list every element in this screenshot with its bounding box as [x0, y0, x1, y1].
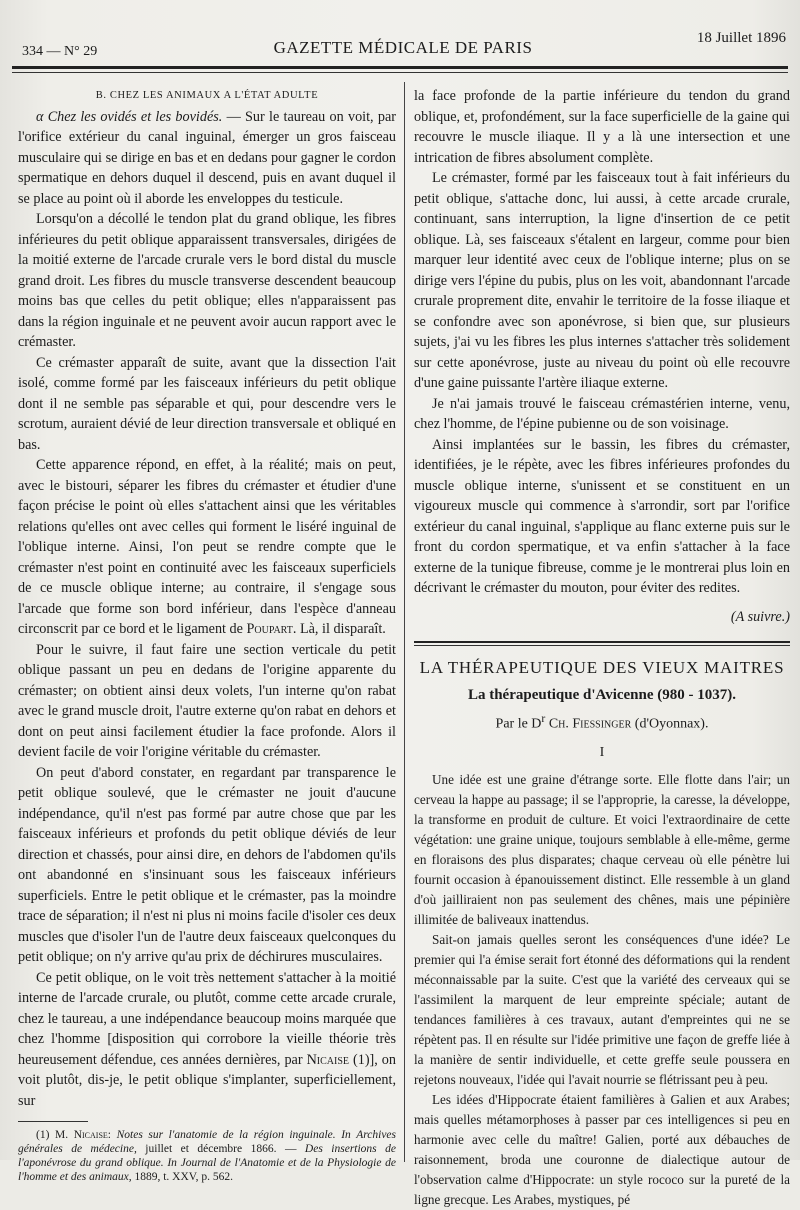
header-rule	[12, 66, 788, 69]
author-place: (d'Oyonnax).	[631, 716, 709, 732]
paragraph: Le crémaster, formé par les faisceaux tout à fait inférieurs du petit oblique, s'attache donc, lui aussi, à cette arcade crurale, continuant, sans interruption, la ligne d'insertion de ce petit oblique. Là, ses faisceaux s'étalent en largeur, comme pour bien marquer leur identité avec ceux de l'oblique interne; plus on se dirige vers l'épine du pubis, plus on les voit, abandonnant l'arcade crurale proprement dite, envahir le territoire de la fosse iliaque et se confondre avec son aponévrose, si bien que, sur plusieurs sujets, j'ai vu les fibres les plus internes s'attacher très solidement sur cette aponévrose, juste au niveau du point où elle recouvre d'une gaine puissante l'artère iliaque externe.	[414, 170, 790, 391]
author-prefix-sup: r	[541, 712, 546, 725]
paragraph-text: Ce petit oblique, on le voit très nettement s'attacher à la moitié interne de l'arcade crurale, ou plutôt, comme cette arcade crurale, chez le taureau, a une indépendance beaucoup moins marquée que chez l'homme [disposition qui corrobore la vieille théorie très heureusement défendue, ces années dernières, par	[18, 969, 396, 1068]
article-author	[414, 709, 790, 735]
paragraph: Une idée est une graine d'étrange sorte. Elle flotte dans l'air; un cerveau la happe au passage; il se l'approprie, la caresse, la développe, la transforme en produit de culture. Et voici l'extraordinaire de cette végétation: une graine unique, toujours semblable à elle-même, germe en floraisons des plus disparates; chaque cerveau où elle pénètre lui fournit occasion à épanouissement distinct. Elle ressemble à un gland d'où jailliraient non pas seulement des chênes, mais une pépinière illimitée de baliveaux inattendus.	[414, 771, 790, 927]
footnote-rule	[18, 1121, 88, 1122]
article-separator	[414, 641, 790, 643]
author-name: Nicaise	[306, 1051, 350, 1068]
paragraph: Ainsi implantées sur le bassin, les fibres du crémaster, identifiées, je le répète, avec les fibres inférieures profondes du muscle oblique interne, s'unissent et se constituent en un vigoureux muscle qui commence à s'arrondir, sort par l'orifice extérieur du canal inguinal, s'applique au flanc externe puis sur le front du cordon spermatique, et va enfin s'attacher à la face externe de la tunique fibreuse, comme je le montrerai plus loin en décrivant le crémaster du mouton, pour éviter des redites.	[414, 436, 790, 596]
section-number: I	[599, 745, 605, 761]
author-name: Ch. Fiessinger	[545, 716, 632, 732]
continued-note: (A suivre.)	[730, 608, 790, 625]
footnote	[18, 1128, 396, 1184]
paragraph: Ce crémaster apparaît de suite, avant que la dissection l'ait isolé, comme formé par les faisceaux inférieurs du petit oblique dont il ne semble pas séparable et qui, pour descendre vers le scrotum, auraient dévié de leur direction transversale et obliqué en bas.	[18, 354, 396, 453]
page-number: 334 — N° 29	[22, 44, 98, 59]
article-body	[414, 770, 790, 1210]
left-column	[18, 86, 396, 1184]
paragraph: la face profonde de la partie inférieure du tendon du grand oblique, et, profondément, sur la face superficielle de la gaine qui recouvre le muscle iliaque. Il y a là une intersection et une intrication de fibres absolument complète.	[414, 88, 790, 166]
paragraph: Lorsqu'on a décollé le tendon plat du grand oblique, les fibres inférieures du petit oblique apparaissent transversales, dirigées de la moitié externe de l'arcade crurale vers le bord distal du muscle grand droit. Les fibres du muscle transverse descendent beaucoup moins bas que celles du petit oblique; elles n'apparaissent pas dans la région inguinale et ne peuvent avoir aucun rapport avec le crémaster.	[18, 211, 396, 350]
paragraph	[18, 455, 396, 640]
paragraph	[18, 107, 396, 210]
right-column	[414, 86, 790, 1210]
paragraph: On peut d'abord constater, en regardant par transparence le petit oblique soulevé, que le crémaster ne jouit d'aucune indépendance, qu'il n'est pas formé par autre chose que par les faisceaux inférieurs et profonds du petit oblique déviés de leur direction et chassés, pour ainsi dire, en dehors de l'abdomen qu'ils ont abandonné en s'insinuant sous les faisceaux inférieurs superficiels. Entre le petit oblique et le crémaster, pas la moindre trace de séparation; il n'est ni plus ni moins facile d'isoler ces deux muscles que d'isoler l'un de l'autre deux faisceaux quelconques du petit oblique; on n'y arrive qu'au prix de déchirures musculaires.	[18, 764, 396, 965]
author-name: Nicaise	[73, 1129, 108, 1141]
paragraph: Pour le suivre, il faut faire une section verticale du petit oblique passant un peu en dedans de l'origine apparente du crémaster; on obtient ainsi deux volets, l'un interne qu'on rabat avec le grand muscle droit, l'autre externe qu'on rabat en dehors et dont on peut ainsi facilement étudier la face profonde. Alors il devient facile de voir l'origine véritable du crémaster.	[18, 641, 396, 760]
footnote-citation: Notes sur l'anatomie de la région inguinale. In Archives générales de médecine,	[18, 1129, 396, 1155]
paragraph-text: Cette apparence répond, en effet, à la réalité; mais on peut, avec le bistouri, séparer les fibres du crémaster et étudier d'une façon précise le point où elles s'attachent ainsi que les véritables relations qu'elles ont avec celles qui forment le liséré inguinal de l'oblique interne. Ainsi, l'on peut se rendre compte que le crémaster n'est point en continuité avec les faisceaux superficiels de ce muscle oblique interne; au contraire, il s'engage sous l'arcade que forme son bord inférieur, dans l'espèce d'anneau circonscrit par ce bord et le ligament de	[18, 457, 396, 637]
paragraph-text: (1)], on voit plutôt, dis-je, le petit oblique s'implanter, superficiellement, sur	[18, 1051, 396, 1109]
footnote-text: (1) M.	[36, 1129, 74, 1141]
article-separator-thin	[414, 645, 790, 646]
paragraph-lead: α Chez les ovidés et les bovidés.	[36, 108, 223, 125]
article-subtitle: La thérapeutique d'Avicenne (980 - 1037).	[467, 686, 737, 703]
paragraph	[18, 968, 396, 1112]
footnote-citation: Des insertions de l'aponévrose du grand oblique. In Journal de l'Anatomie et de la Physiologie de l'homme et des animaux,	[18, 1143, 396, 1183]
paragraph: Je n'ai jamais trouvé le faisceau crémastérien interne, venu, chez l'homme, de l'épine pubienne ou de son voisinage.	[414, 395, 790, 432]
footnote-text: 1889, t. XXV, p. 562.	[131, 1171, 233, 1183]
paragraph: Sait-on jamais quelles seront les conséquences d'une idée? Le premier qui l'a émise serait fort étonné des déformations qui la rendent méconnaissable par la suite. C'est que la variété des cerveaux qui se l'assimilent la marquent de leur empreinte spéciale; autant de tendances familières à ces travaux, autant d'empreintes qui ne se répètent pas. Il en résulte sur l'idée primitive une façon de greffe liée à la manière de sentir individuelle, et cette greffe seule poussera en rejetons nouveaux, l'idée qui l'avait nourrie se flétrissant peu à peu.	[414, 931, 790, 1087]
footnote-text: :	[107, 1129, 117, 1141]
column-divider	[404, 82, 405, 1162]
paragraph-text: . Là, il disparaît.	[292, 621, 386, 637]
page-header	[20, 20, 786, 60]
author-prefix: Par le D	[495, 716, 542, 732]
issue-date: 18 Juillet 1896	[696, 30, 786, 46]
journal-title: GAZETTE MÉDICALE DE PARIS	[273, 38, 533, 57]
header-rule-thin	[12, 72, 788, 73]
section-heading: B. CHEZ LES ANIMAUX A L'ÉTAT ADULTE	[95, 90, 319, 101]
paragraph-text: — Sur le taureau on voit, par l'orifice extérieur du canal inguinal, émerger un gros faisceau musculaire qui se dirige en bas et en dedans pour gagner le cordon spermatique en dehors duquel il descend, puis en avant duquel il se place au point où il aborde les enveloppes du testicule.	[18, 108, 396, 207]
footnote-text: juillet et décembre 1866. —	[136, 1143, 305, 1155]
author-name: Poupart	[246, 621, 293, 637]
article-title: LA THÉRAPEUTIQUE DES VIEUX MAITRES	[419, 658, 785, 677]
paragraph: Les idées d'Hippocrate étaient familières à Galien et aux Arabes; mais quelles métamorphoses à passer par ces intelligences si peu en harmonie avec celle du maître! Galien, porté aux débauches de raisonnement, broda une couronne de dialectique autour de l'observation calme d'Hippocrate: un style rococo sur la pureté de la ligne grecque. Les Arabes, mystiques, pé	[414, 1091, 790, 1207]
